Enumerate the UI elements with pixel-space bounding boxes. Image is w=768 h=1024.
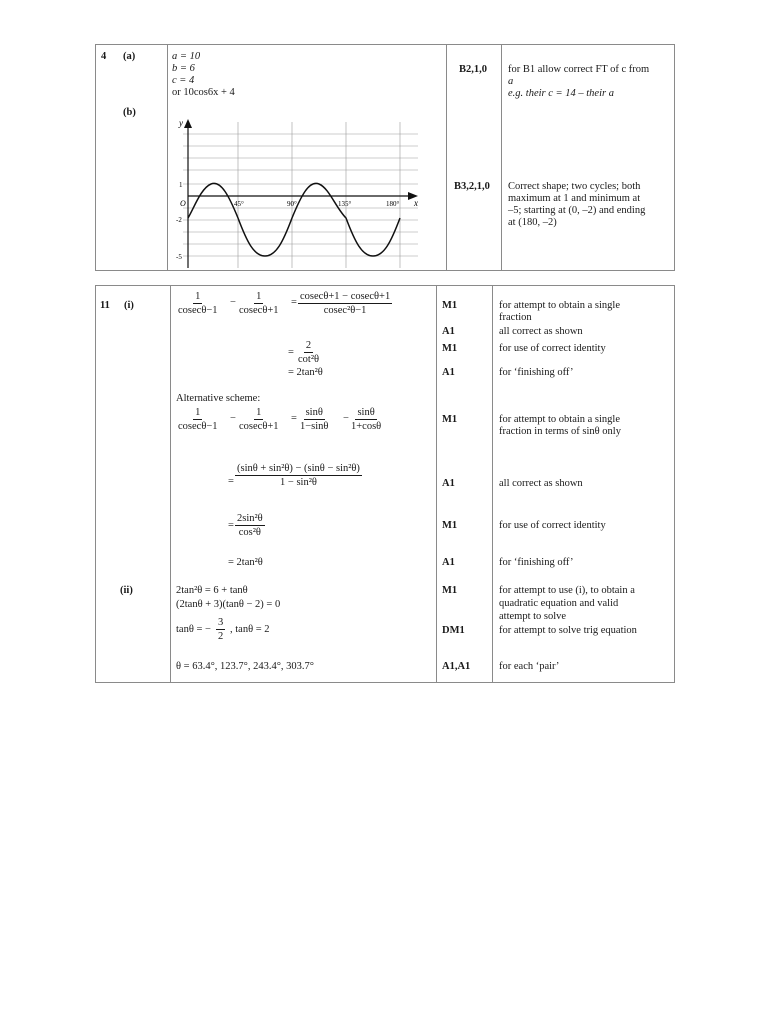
q4-answer-line-3: c = 4 [172, 75, 195, 86]
x-tick-45: 45° [234, 200, 244, 208]
q11-guidance-12: quadratic equation and valid [499, 598, 619, 609]
q11-mark-1: M1 [442, 300, 458, 311]
sine-curve [188, 183, 400, 256]
q4-col-divider-2 [446, 44, 447, 271]
q4-guidance-b-4: at (180, –2) [508, 217, 557, 228]
q11-guidance-5: for ‘finishing off’ [499, 367, 574, 378]
q11-guidance-4: for use of correct identity [499, 343, 606, 354]
x-axis-label: x [414, 198, 418, 208]
q11-mark-5: M1 [442, 414, 458, 425]
ii-line-3-suffix: , tanθ = 2 [230, 624, 270, 635]
alt1-equals: = [291, 413, 297, 424]
q11-mark-9: M1 [442, 585, 458, 596]
y-axis-arrow [184, 119, 192, 128]
q11-guidance-7: fraction in terms of sinθ only [499, 426, 621, 437]
alt1-rhs-fraction-2: $\frac{\sin\theta}{1+\cos\theta}$ [351, 407, 382, 432]
q11-part-ii: (ii) [120, 585, 133, 596]
q11-col-divider-3 [492, 285, 493, 683]
q11-mark-11: A1,A1 [442, 661, 471, 672]
ii-line-3-fraction: $\frac{3}{2}$ [218, 617, 224, 642]
q4-guidance-a-1: for B1 allow correct FT of c from [508, 64, 650, 75]
eq1-lhs-fraction-1: 1 cosecθ−1 [178, 291, 218, 316]
x-tick-90: 90° [287, 200, 297, 208]
alt-scheme-label: Alternative scheme: [176, 393, 261, 404]
alt1-lhs-fraction-2: 1 cosecθ+1 [239, 407, 279, 432]
ii-line-2: (2tanθ + 3)(tanθ − 2) = 0 [176, 599, 281, 610]
alt1-minus-2: − [343, 413, 349, 424]
q11-mark-3: M1 [442, 343, 458, 354]
q11-guidance-10: for ‘finishing off’ [499, 557, 574, 568]
y-axis-label: y [179, 118, 183, 128]
q11-mark-6: A1 [442, 478, 455, 489]
alt1-rhs-fraction-1: $\frac{\sin\theta}{1-\sin\theta}$ [300, 407, 329, 432]
q11-col-divider-2 [436, 285, 437, 683]
y-tick-minus-5: -5 [176, 253, 182, 261]
alt1-lhs-fraction-1: 1 cosecθ−1 [178, 407, 218, 432]
graph-grid [183, 122, 418, 268]
ii-line-1: 2tan²θ = 6 + tanθ [176, 585, 248, 596]
q11-guidance-1: for attempt to obtain a single [499, 300, 621, 311]
q11-guidance-2: fraction [499, 312, 532, 323]
q11-guidance-11: for attempt to use (i), to obtain a [499, 585, 635, 596]
q4-guidance-b-1: Correct shape; two cycles; both [508, 181, 641, 192]
q11-mark-10: DM1 [442, 625, 465, 636]
q11-col-divider-1 [170, 285, 171, 683]
q4-answer-line-1: a = 10 [172, 51, 201, 62]
q4-sketch-graph [168, 114, 424, 270]
q11-guidance-13: attempt to solve [499, 611, 567, 622]
ii-line-3-prefix: tanθ = − [176, 624, 211, 635]
q4-guidance-a-2: a [508, 76, 514, 87]
q4-guidance-b-3: –5; starting at (0, –2) and ending [508, 205, 646, 216]
q11-guidance-9: for use of correct identity [499, 520, 606, 531]
q4-guidance-a-3: e.g. their c = 14 – their a [508, 88, 614, 99]
q4-guidance-b-2: maximum at 1 and minimum at [508, 193, 641, 204]
q11-guidance-6: for attempt to obtain a single [499, 414, 621, 425]
alt2-equals: = [228, 476, 234, 487]
q4-part-b: (b) [123, 107, 136, 118]
x-tick-180: 180° [386, 200, 400, 208]
alt3-fraction: $\frac{\text{2sin²θ}}{\text{cos²θ}}$ [237, 513, 263, 538]
x-tick-135: 135° [338, 200, 352, 208]
y-tick-1: 1 [179, 181, 183, 189]
q11-part-i: (i) [124, 300, 134, 311]
q11-guidance-15: for each ‘pair’ [499, 661, 560, 672]
alt3-equals: = [228, 520, 234, 531]
alt1-minus-1: − [230, 413, 236, 424]
q11-guidance-8: all correct as shown [499, 478, 583, 489]
q11-guidance-14: for attempt to solve trig equation [499, 625, 637, 636]
q4-number: 4 [101, 51, 107, 62]
alt4-line: = 2tan²θ [228, 557, 263, 568]
q4-answer-line-2: b = 6 [172, 63, 195, 74]
eq1-minus: − [230, 297, 236, 308]
eq1-rhs-fraction: cosecθ+1 − cosecθ+1 cosec²θ−1 [300, 291, 391, 316]
eq2-fraction: $\frac{2}{\text{cot²θ}}$ [298, 340, 320, 365]
q4-answer-line-4: or 10cos6x + 4 [172, 87, 235, 98]
q11-mark-2: A1 [442, 326, 455, 337]
q11-guidance-3: all correct as shown [499, 326, 583, 337]
eq2-equals: = [288, 347, 294, 358]
origin-label: O [180, 199, 186, 208]
q4-mark-b: B3,2,1,0 [454, 181, 490, 192]
eq1-lhs-fraction-2: 1 cosecθ+1 [239, 291, 279, 316]
q4-part-a: (a) [123, 51, 136, 62]
ii-line-4: θ = 63.4°, 123.7°, 243.4°, 303.7° [176, 661, 314, 672]
eq1-equals: = [291, 297, 297, 308]
alt2-fraction: $\frac{\text{(sinθ + sin²θ) − (sinθ − sin²θ)}}{\text{1 − sin²θ}}$ [237, 463, 360, 488]
q11-mark-8: A1 [442, 557, 455, 568]
q4-mark-a: B2,1,0 [459, 64, 488, 75]
q4-col-divider-3 [501, 44, 502, 271]
y-tick-minus-2: -2 [176, 216, 182, 224]
q11-mark-4: A1 [442, 367, 455, 378]
q11-number: 11 [100, 300, 110, 311]
eq3-line: = 2tan²θ [288, 367, 323, 378]
q11-mark-7: M1 [442, 520, 458, 531]
